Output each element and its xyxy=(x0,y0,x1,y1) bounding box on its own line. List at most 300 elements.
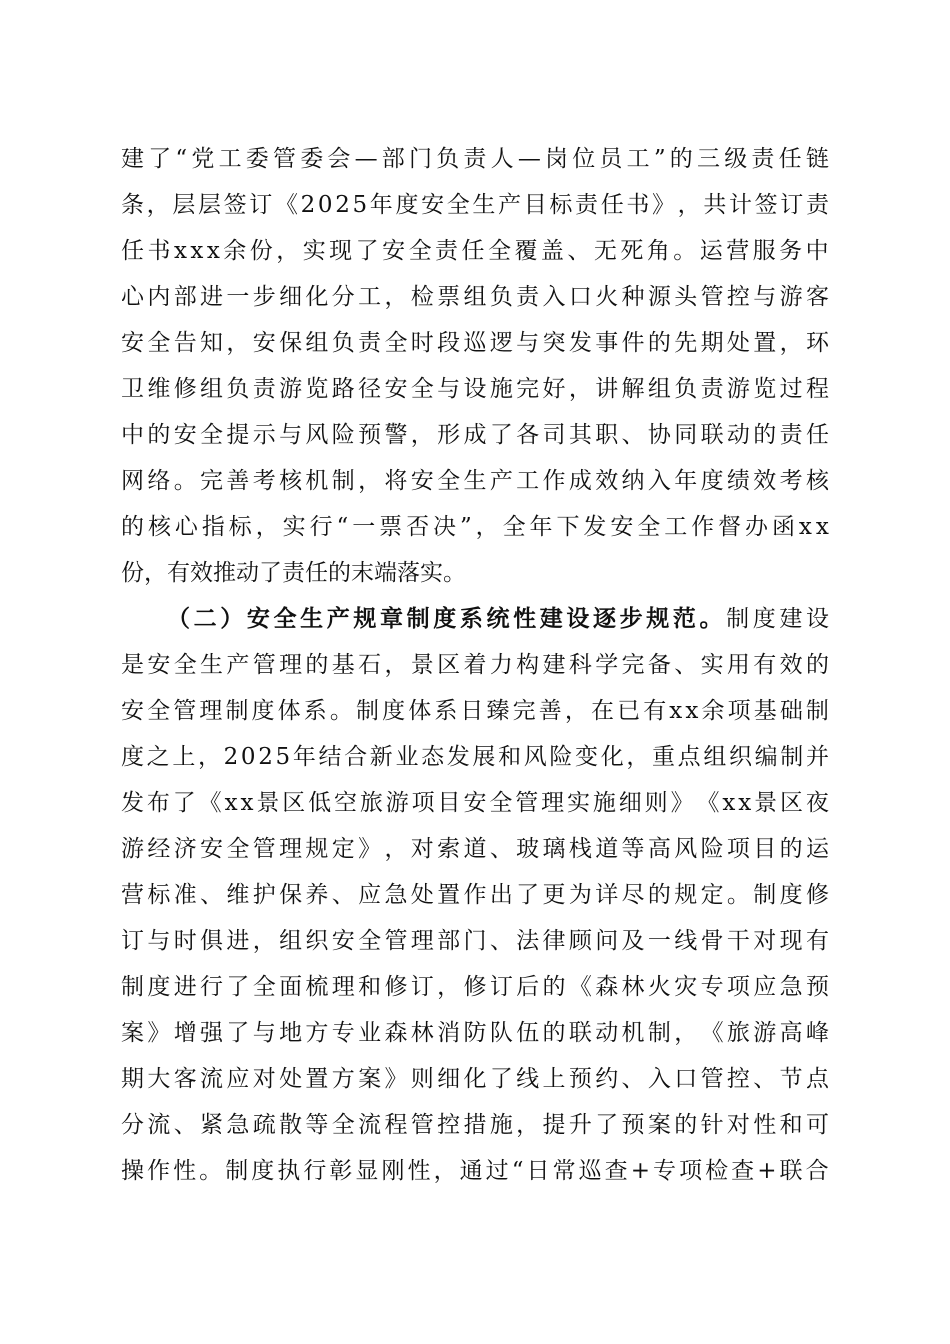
text-char: 2 xyxy=(223,744,239,770)
text-char: 等 xyxy=(621,836,645,862)
text-char: 时 xyxy=(410,330,434,356)
text-char: 责 xyxy=(805,192,829,218)
text-char: 大 xyxy=(147,1066,171,1092)
text-char: 案 xyxy=(647,1112,671,1138)
text-char: 有 xyxy=(643,698,667,724)
text-char: 度 xyxy=(147,974,171,1000)
text-char: 结 xyxy=(318,744,342,770)
text-char: 年 xyxy=(529,514,553,540)
text-char: 指 xyxy=(201,514,225,540)
text-char: 安 xyxy=(463,790,487,816)
paragraph-responsibility-chain xyxy=(121,136,829,596)
text-char: 》 xyxy=(652,192,675,218)
text-char: 游 xyxy=(726,376,750,402)
text-char: ， xyxy=(437,974,461,1000)
text-char: 维 xyxy=(226,882,250,908)
text-char: 中 xyxy=(121,422,144,448)
text-line xyxy=(121,1102,829,1148)
text-char: 善 xyxy=(226,468,250,494)
text-char: 2 xyxy=(300,192,316,218)
text-char: 了 xyxy=(148,146,172,172)
text-char: 理 xyxy=(541,790,565,816)
text-char: 管 xyxy=(700,284,724,310)
text-char: 过 xyxy=(779,376,803,402)
text-char: 制 xyxy=(225,1158,249,1184)
text-char: 工 xyxy=(358,284,382,310)
text-char: 设 xyxy=(463,376,487,402)
text-char: 景 xyxy=(256,790,280,816)
text-char: 置 xyxy=(753,330,777,356)
text-char: 5 xyxy=(352,192,368,218)
text-char: 责 xyxy=(252,376,276,402)
text-char: 、 xyxy=(621,1066,645,1092)
text-char: 委 xyxy=(245,146,269,172)
text-char: 2 xyxy=(335,192,350,218)
text-char: x xyxy=(798,514,812,540)
text-char: 及 xyxy=(621,928,645,954)
text-char: 营 xyxy=(121,882,144,908)
text-char: 生 xyxy=(463,468,487,494)
text-char: 书 xyxy=(626,192,650,218)
text-char: 度 xyxy=(700,468,724,494)
text-char: 度 xyxy=(251,1158,275,1184)
text-char: 项 xyxy=(727,698,751,724)
text-char: 死 xyxy=(620,238,644,264)
text-char: ， xyxy=(226,330,250,356)
text-line xyxy=(121,366,829,412)
text-char: 了 xyxy=(226,974,250,1000)
text-char: 提 xyxy=(542,1112,566,1138)
text-char: x xyxy=(206,238,220,264)
text-char: 是 xyxy=(121,652,144,678)
text-char: 程 xyxy=(805,376,829,402)
text-char: 出 xyxy=(489,882,513,908)
text-char: 发 xyxy=(121,790,144,816)
text-char: 逻 xyxy=(489,330,513,356)
text-char: 护 xyxy=(252,882,276,908)
text-char: 处 xyxy=(410,882,434,908)
text-char: ， xyxy=(276,238,300,264)
text-char: 一 xyxy=(226,284,250,310)
text-char: 风 xyxy=(305,422,329,448)
text-char: 核 xyxy=(147,514,171,540)
text-char: ， xyxy=(433,1158,457,1184)
text-char: 部 xyxy=(381,146,405,172)
text-char: 成 xyxy=(568,468,592,494)
heading-char: 性 xyxy=(513,605,537,632)
text-char: 将 xyxy=(384,468,408,494)
text-char: 过 xyxy=(485,1158,509,1184)
text-char: 新 xyxy=(369,744,393,770)
text-char: 业 xyxy=(395,744,419,770)
body-text xyxy=(121,136,829,1194)
text-char: 为 xyxy=(568,882,592,908)
text-char: 进 xyxy=(173,974,197,1000)
text-char: 安 xyxy=(384,376,408,402)
text-char: 口 xyxy=(674,1066,698,1092)
text-char: 查 xyxy=(731,1158,755,1184)
text-char: 低 xyxy=(308,790,332,816)
text-char: 发 xyxy=(568,330,592,356)
text-char: 、 xyxy=(753,1066,777,1092)
text-line: 份，有效推动了责任的末端落实。 xyxy=(121,560,466,586)
text-line-heading xyxy=(121,596,829,642)
text-char: 头 xyxy=(674,284,698,310)
text-line xyxy=(121,412,829,458)
text-char: 分 xyxy=(331,284,355,310)
text-char: 全 xyxy=(252,974,276,1000)
text-char: 机 xyxy=(305,468,329,494)
text-char: 防 xyxy=(463,1020,487,1046)
text-char: 经 xyxy=(147,836,171,862)
text-char: 景 xyxy=(754,790,778,816)
text-char: 的 xyxy=(305,652,329,678)
heading-char: 范 xyxy=(672,605,696,632)
text-char: 控 xyxy=(437,1112,461,1138)
text-char: 务 xyxy=(779,238,803,264)
text-char: 重 xyxy=(652,744,675,770)
text-char: 流 xyxy=(200,1066,224,1092)
text-char: 业 xyxy=(358,1020,382,1046)
heading-char: （ xyxy=(167,605,190,632)
text-char: 《 xyxy=(568,974,592,1000)
text-line xyxy=(121,1148,829,1194)
text-char: 制 xyxy=(355,698,379,724)
text-line xyxy=(121,1056,829,1102)
text-char: 组 xyxy=(703,744,727,770)
text-char: ， xyxy=(384,284,408,310)
text-char: 联 xyxy=(568,1020,592,1046)
text-char: 了 xyxy=(355,238,379,264)
text-char: 与 xyxy=(252,1020,276,1046)
text-char: 时 xyxy=(173,928,197,954)
text-line xyxy=(121,734,829,780)
text-char: 期 xyxy=(121,1066,144,1092)
text-char: 景 xyxy=(410,652,434,678)
text-char: 突 xyxy=(542,330,566,356)
text-char: ， xyxy=(410,422,434,448)
text-char: 标 xyxy=(147,882,171,908)
text-char: 机 xyxy=(621,1020,645,1046)
text-char: 人 xyxy=(490,146,514,172)
text-char: 。 xyxy=(673,238,697,264)
text-char: 订 xyxy=(249,192,273,218)
text-char: 处 xyxy=(726,330,750,356)
text-char: 组 xyxy=(279,928,303,954)
text-char: 作 xyxy=(147,1158,171,1184)
text-char: 任 xyxy=(600,192,624,218)
text-char: 方 xyxy=(331,1066,355,1092)
text-char: 的 xyxy=(753,422,777,448)
text-char: 、 xyxy=(200,882,224,908)
text-char: 任 xyxy=(805,422,829,448)
text-char: 备 xyxy=(647,652,671,678)
text-char: 合 xyxy=(805,1158,829,1184)
text-char: 与 xyxy=(279,422,303,448)
text-char: 编 xyxy=(754,744,778,770)
text-char: ， xyxy=(197,744,221,770)
text-char: 修 xyxy=(173,376,197,402)
text-char: 其 xyxy=(568,422,592,448)
text-char: 安 xyxy=(173,422,197,448)
text-char: 养 xyxy=(305,882,329,908)
text-char: 细 xyxy=(437,1066,461,1092)
text-char: 、 xyxy=(674,652,698,678)
text-char: 的 xyxy=(121,514,144,540)
text-char: 责 xyxy=(575,192,599,218)
text-char: 构 xyxy=(516,652,540,678)
text-char: 标 xyxy=(549,192,573,218)
text-char: 体 xyxy=(277,698,301,724)
text-char: 火 xyxy=(647,974,671,1000)
text-char: 工 xyxy=(218,146,242,172)
text-char: 工 xyxy=(626,146,650,172)
text-char: 决 xyxy=(433,514,457,540)
text-char: 完 xyxy=(621,652,645,678)
text-char: 无 xyxy=(593,238,617,264)
text-char: 的 xyxy=(647,330,671,356)
text-char: 急 xyxy=(779,974,803,1000)
text-char: 步 xyxy=(252,284,276,310)
text-char: 有 xyxy=(753,652,777,678)
text-char: ” xyxy=(653,146,666,172)
text-char: 负 xyxy=(436,146,460,172)
text-char: 态 xyxy=(421,744,445,770)
text-char: 安 xyxy=(147,652,171,678)
text-char: 规 xyxy=(305,836,329,862)
text-char: 变 xyxy=(575,744,599,770)
text-char: 理 xyxy=(410,928,434,954)
text-char: 了 xyxy=(516,882,540,908)
text-char: 对 xyxy=(726,1112,750,1138)
text-char: 知 xyxy=(200,330,224,356)
text-char: 0 xyxy=(240,744,256,770)
heading-char: 制 xyxy=(406,605,430,632)
text-char: 管 xyxy=(272,146,296,172)
text-char: 游 xyxy=(385,790,409,816)
text-char: 责 xyxy=(700,376,724,402)
heading-char: 安 xyxy=(246,605,270,632)
text-char: 工 xyxy=(516,468,540,494)
text-char: 理 xyxy=(331,974,355,1000)
text-char: + xyxy=(630,1158,650,1184)
text-char: ， xyxy=(146,192,170,218)
text-char: 控 xyxy=(726,284,750,310)
text-char: 解 xyxy=(621,376,645,402)
text-char: 核 xyxy=(805,468,829,494)
text-char: 作 xyxy=(691,514,715,540)
text-char: 游 xyxy=(753,1020,777,1046)
text-char: 联 xyxy=(700,422,724,448)
text-char: 学 xyxy=(595,652,619,678)
text-char: 制 xyxy=(225,698,249,724)
text-char: ， xyxy=(674,1020,698,1046)
text-char: 《 xyxy=(700,1020,724,1046)
text-char: 项 xyxy=(726,836,750,862)
text-char: 全 xyxy=(408,238,432,264)
text-char: 函 xyxy=(771,514,795,540)
text-char: 全 xyxy=(489,790,513,816)
text-char: 布 xyxy=(146,790,170,816)
text-char: 与 xyxy=(753,284,777,310)
text-char: 的 xyxy=(669,146,693,172)
text-char: 问 xyxy=(595,928,619,954)
text-char: ， xyxy=(384,652,408,678)
text-char: 产 xyxy=(498,192,522,218)
text-char: 制 xyxy=(331,468,355,494)
text-char: 险 xyxy=(331,422,355,448)
text-char: 预 xyxy=(358,422,382,448)
text-char: 讲 xyxy=(595,376,619,402)
text-char: 预 xyxy=(805,974,829,1000)
text-line xyxy=(121,780,829,826)
text-char: 发 xyxy=(446,744,470,770)
text-char: 则 xyxy=(410,1066,434,1092)
text-char: 责 xyxy=(751,146,775,172)
text-char: 心 xyxy=(174,514,198,540)
text-char: 化 xyxy=(305,284,329,310)
text-char: 修 xyxy=(463,974,487,1000)
text-char: 。 xyxy=(329,698,353,724)
text-char: 责 xyxy=(358,330,382,356)
text-char: 委 xyxy=(300,146,324,172)
text-char: ， xyxy=(252,928,276,954)
text-line xyxy=(121,136,829,182)
text-char: 高 xyxy=(779,1020,803,1046)
text-char: 、 xyxy=(489,836,513,862)
text-char: 流 xyxy=(358,1112,382,1138)
text-char: 入 xyxy=(647,1066,671,1092)
text-char: 形 xyxy=(437,422,461,448)
text-char: 三 xyxy=(697,146,720,172)
text-char: 着 xyxy=(463,652,487,678)
text-line xyxy=(121,872,829,918)
text-char: 更 xyxy=(542,882,566,908)
text-line xyxy=(121,826,829,872)
text-char: 任 xyxy=(778,146,802,172)
text-char: 全 xyxy=(410,376,434,402)
text-char: 森 xyxy=(384,1020,408,1046)
text-char: 核 xyxy=(279,468,303,494)
text-char: 责 xyxy=(516,284,540,310)
text-char: 期 xyxy=(700,330,724,356)
text-char: 项 xyxy=(679,1158,703,1184)
text-char: 《 xyxy=(274,192,298,218)
text-char: 上 xyxy=(542,1066,566,1092)
text-char: 织 xyxy=(728,744,752,770)
text-char: 专 xyxy=(700,974,724,1000)
text-char: 现 xyxy=(779,928,803,954)
text-char: — xyxy=(517,146,541,172)
text-char: 置 xyxy=(437,882,461,908)
text-char: 标 xyxy=(228,514,252,540)
text-char: 余 xyxy=(223,238,247,264)
text-char: 和 xyxy=(498,744,522,770)
text-char: 线 xyxy=(516,1066,540,1092)
text-char: — xyxy=(354,146,378,172)
text-char: 全 xyxy=(200,422,224,448)
text-char: 全 xyxy=(446,192,470,218)
text-char: 建 xyxy=(779,606,803,632)
text-char: 已 xyxy=(617,698,641,724)
heading-char: 建 xyxy=(539,605,563,632)
text-char: 性 xyxy=(753,1112,777,1138)
text-char: ， xyxy=(626,744,650,770)
text-char: 律 xyxy=(542,928,566,954)
text-char: 区 xyxy=(437,652,461,678)
text-char: 责 xyxy=(779,422,803,448)
text-char: 责 xyxy=(463,146,487,172)
text-char: 成 xyxy=(463,422,487,448)
text-char: 订 xyxy=(121,928,144,954)
text-char: 对 xyxy=(410,836,434,862)
text-line xyxy=(121,642,829,688)
text-char: 示 xyxy=(252,422,276,448)
text-line xyxy=(121,1010,829,1056)
text-char: 联 xyxy=(779,1158,803,1184)
text-char: 建 xyxy=(121,146,144,172)
text-char: x xyxy=(240,790,254,816)
text-char: 门 xyxy=(463,928,487,954)
text-char: 干 xyxy=(726,928,750,954)
text-char: 对 xyxy=(252,1066,276,1092)
text-char: 璃 xyxy=(542,836,566,862)
text-char: 进 xyxy=(200,284,224,310)
text-char: 安 xyxy=(331,928,355,954)
text-char: 部 xyxy=(437,928,461,954)
text-char: 巡 xyxy=(578,1158,602,1184)
text-char: 旅 xyxy=(726,1020,750,1046)
text-char: 项 xyxy=(411,790,435,816)
text-char: 效 xyxy=(779,652,803,678)
text-char: x xyxy=(224,790,238,816)
text-char: 尽 xyxy=(621,882,645,908)
text-char: 位 xyxy=(572,146,596,172)
text-char: 全 xyxy=(487,238,511,264)
text-char: 、 xyxy=(567,238,591,264)
text-char: 林 xyxy=(621,974,645,1000)
text-char: 险 xyxy=(700,836,724,862)
text-char: 夜 xyxy=(805,790,829,816)
text-char: 项 xyxy=(726,974,750,1000)
heading-char: 规 xyxy=(646,605,670,632)
text-char: 司 xyxy=(542,422,566,448)
heading-char: 逐 xyxy=(593,605,616,632)
text-char: 旅 xyxy=(359,790,383,816)
text-char: 增 xyxy=(173,1020,197,1046)
text-char: 法 xyxy=(516,928,540,954)
text-char: 票 xyxy=(437,284,461,310)
text-char: 运 xyxy=(805,836,829,862)
text-char: 道 xyxy=(463,836,487,862)
text-char: 体 xyxy=(408,698,432,724)
text-char: 下 xyxy=(556,514,580,540)
text-char: 先 xyxy=(674,330,698,356)
text-char: 修 xyxy=(805,882,829,908)
text-char: 梳 xyxy=(305,974,329,1000)
heading-char: 度 xyxy=(433,605,457,632)
text-char: 任 xyxy=(461,238,485,264)
text-char: 施 xyxy=(489,1112,513,1138)
text-char: 安 xyxy=(421,192,445,218)
text-char: 年 xyxy=(369,192,393,218)
text-char: 行 xyxy=(303,1158,327,1184)
text-char: 则 xyxy=(644,790,668,816)
text-char: x xyxy=(190,238,204,264)
text-char: 进 xyxy=(226,928,250,954)
text-char: 作 xyxy=(463,882,487,908)
text-char: 显 xyxy=(355,1158,379,1184)
